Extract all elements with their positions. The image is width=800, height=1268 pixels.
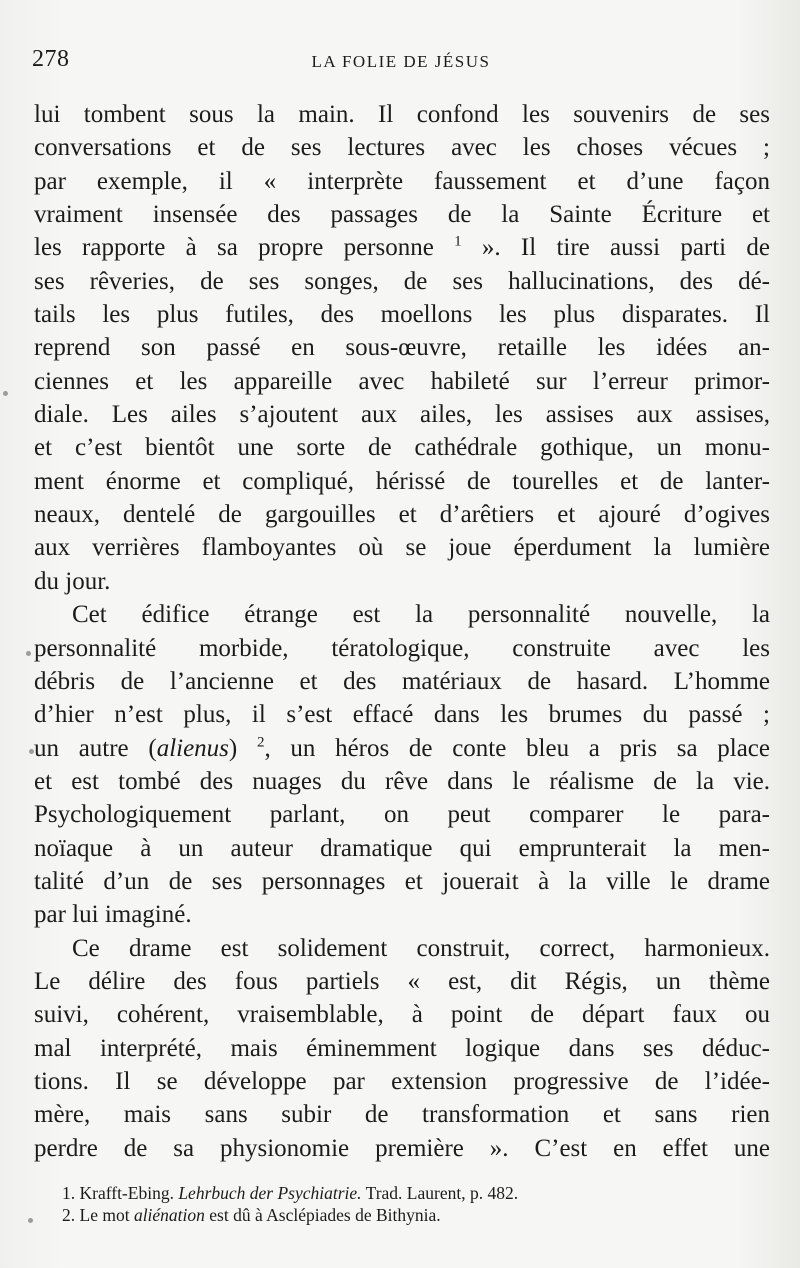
- text-line: ment énorme et compliqué, hérissé de tourelles et de lanter-: [34, 467, 770, 495]
- text-line: Psychologiquement parlant, on peut comparer le para-: [34, 801, 770, 829]
- footnote-text: est dû à Asclépiades de Bithynia.: [209, 1205, 441, 1225]
- footnote-number: 2.: [62, 1205, 76, 1225]
- text-segment: un autre: [34, 734, 129, 762]
- paragraph-end-line: du jour.: [34, 567, 111, 595]
- footnote-reference-1: 1: [454, 234, 462, 251]
- text-line: suivi, cohérent, vraisemblable, à point de départ faux ou: [34, 1001, 770, 1029]
- text-line: diale. Les ailes s’ajoutent aux ailes, les assises aux assises,: [34, 401, 770, 429]
- text-line: talité d’un de ses personnages et jouerait à la ville le drame: [34, 867, 770, 895]
- text-line: mal interprété, mais éminemment logique dans ses déduc-: [34, 1034, 770, 1062]
- text-line: tions. Il se développe par extension progressive de l’idée-: [34, 1067, 770, 1095]
- text-line: Le délire des fous partiels « est, dit Régis, un thème: [34, 967, 770, 995]
- footnote-number: 1.: [62, 1183, 76, 1203]
- footnote-citation: Trad. Laurent, p. 482.: [365, 1183, 519, 1203]
- margin-speck: [3, 391, 8, 396]
- page-number: 278: [32, 46, 70, 72]
- footnote-book-title: Lehrbuch der Psychiatrie.: [178, 1183, 362, 1203]
- page-header: [32, 46, 770, 76]
- text-line: tails les plus futiles, des moellons les plus disparates. Il: [34, 301, 770, 329]
- text-line: neaux, dentelé de gargouilles et d’arêtiers et ajouré d’ogives: [34, 501, 770, 529]
- text-line: personnalité morbide, tératologique, construite avec les: [34, 634, 770, 662]
- footnote-italic-term: aliénation: [133, 1205, 205, 1225]
- footnote-author: Krafft-Ebing.: [79, 1183, 174, 1203]
- text-line: d’hier n’est plus, il s’est effacé dans les brumes du passé ;: [34, 701, 770, 729]
- italic-term: alienus: [156, 734, 229, 762]
- text-line: et est tombé des nuages du rêve dans le réalisme de la vie.: [34, 767, 770, 795]
- footnote-text: Le mot: [79, 1205, 130, 1225]
- text-line: lui tombent sous la main. Il confond les souvenirs de ses: [34, 101, 770, 128]
- text-line: par exemple, il « interprète faussement et d’une façon: [34, 167, 770, 195]
- text-line: débris de l’ancienne et des matériaux de hasard. L’homme: [34, 667, 770, 695]
- margin-speck: [28, 1218, 33, 1223]
- text-segment: , un héros de conte bleu a pris sa place: [264, 734, 771, 762]
- body-text: [34, 98, 770, 1165]
- footnote-1: [62, 1182, 762, 1204]
- text-segment: les rapporte à sa propre personne: [34, 234, 434, 262]
- text-line: un autre (alienus) $^2$, un héros de conte bleu a pris sa place: [34, 734, 771, 762]
- text-line: reprend son passé en sous-œuvre, retaille les idées an-: [34, 334, 770, 362]
- text-segment: ». Il tire aussi parti de: [461, 234, 771, 262]
- footnote-reference-2: 2: [256, 734, 265, 751]
- paragraph-end-line: par lui imaginé.: [34, 901, 192, 929]
- text-line: aux verrières flamboyantes où se joue éperdument la lumière: [34, 534, 770, 562]
- footnote-2: [62, 1204, 762, 1226]
- footnotes: [62, 1182, 762, 1226]
- text-line: noïaque à un auteur dramatique qui emprunterait la men-: [34, 834, 770, 862]
- text-line: mère, mais sans subir de transformation et sans rien: [34, 1101, 770, 1129]
- margin-speck: [29, 749, 34, 754]
- paragraph-start-line: Cet édifice étrange est la personnalité nouvelle, la: [72, 601, 770, 629]
- text-line: ciennes et les appareille avec habileté sur l’erreur primor-: [34, 367, 770, 395]
- text-line: ses rêveries, de ses songes, de ses hallucinations, des dé-: [34, 267, 770, 295]
- text-line: conversations et de ses lectures avec les choses vécues ;: [34, 134, 770, 162]
- paragraph-start-line: Ce drame est solidement construit, correct, harmonieux.: [72, 934, 770, 962]
- running-title: LA FOLIE DE JÉSUS: [311, 52, 491, 71]
- text-line: perdre de sa physionomie première ». C’est en effet une: [34, 1134, 770, 1162]
- text-line: vraiment insensée des passages de la Sainte Écriture et: [34, 201, 770, 229]
- margin-speck: [26, 651, 31, 656]
- text-line: et c’est bientôt une sorte de cathédrale gothique, un monu-: [34, 434, 770, 462]
- text-line: [34, 231, 770, 264]
